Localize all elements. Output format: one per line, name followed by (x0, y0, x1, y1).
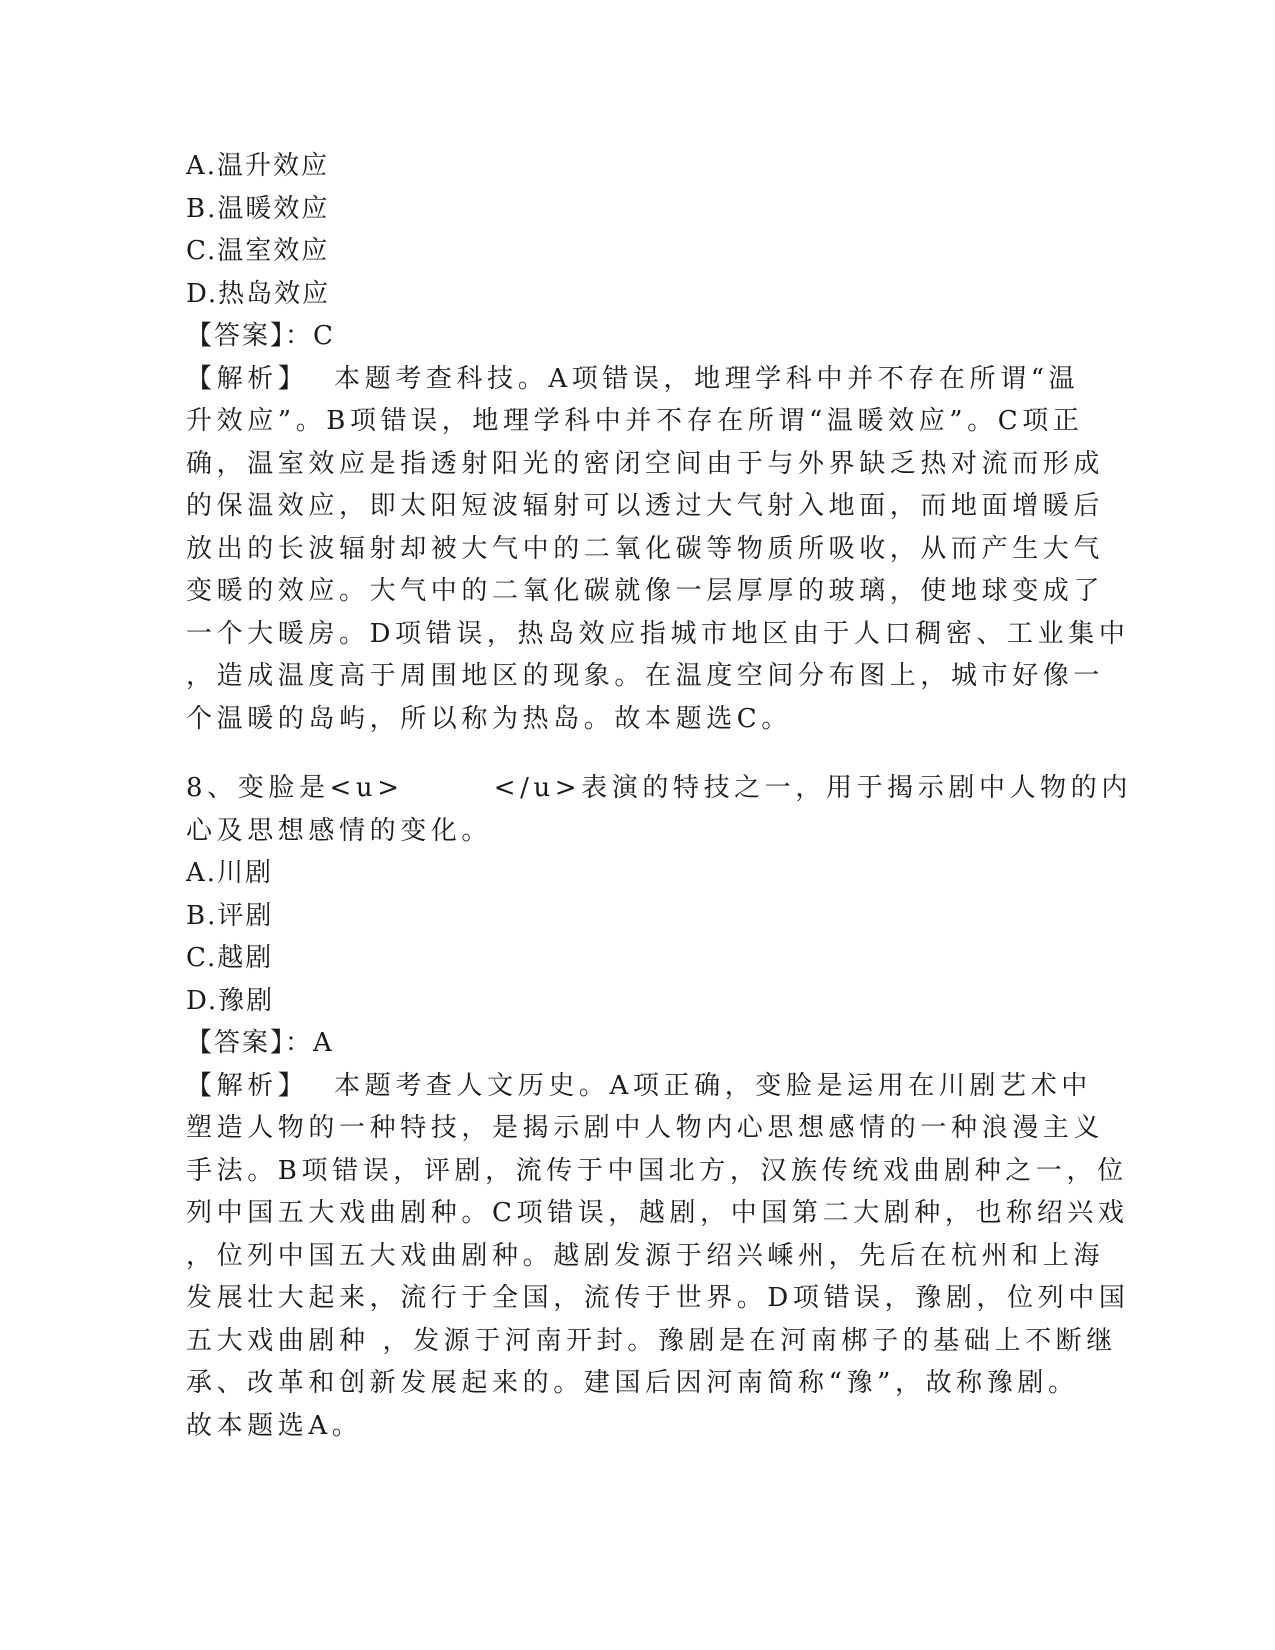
question-stem (186, 767, 1132, 852)
analysis-line: 承、改革和创新发展起来的。建国后因河南简称“豫”，故称豫剧。 (186, 1368, 1079, 1398)
analysis-line: 确，温室效应是指透射阳光的密闭空间由于与外界缺乏热对流而形成 (186, 448, 1105, 479)
analysis (186, 1065, 1130, 1448)
analysis-line: 塑造人物的一种特技，是揭示剧中人物内心思想感情的一种浪漫主义 (186, 1113, 1105, 1143)
analysis-line: 发展壮大起来，流行于全国，流传于世界。D项错误，豫剧，位列中国 (186, 1283, 1130, 1313)
question-line: 8、变脸是<u> </u>表演的特技之一，用于揭示剧中人物的内 (186, 773, 1132, 803)
option-a: A.温升效应 (186, 151, 330, 181)
option-b: B.温暖效应 (186, 193, 330, 224)
analysis-line: 变暖的效应。大气中的二氧化碳就像一层厚厚的玻璃，使地球变成了 (186, 576, 1105, 606)
analysis-line: 升效应”。B项错误，地理学科中并不存在所谓“温暖效应”。C项正 (186, 406, 1084, 436)
option-c: C.温室效应 (186, 236, 330, 266)
answer: 【答案】：C (186, 321, 335, 351)
question-line: 心及思想感情的变化。 (186, 815, 493, 846)
analysis-line: 一个大暖房。D项错误，热岛效应指城市地区由于人口稠密、工业集中 (186, 618, 1130, 649)
document-page (186, 145, 1132, 1447)
analysis-line: 【解析】 本题考查科技。A项错误，地理学科中并不存在所谓“温 (186, 363, 1080, 394)
option-b: B.评剧 (186, 900, 274, 931)
answer: 【答案】：A (186, 1028, 334, 1058)
analysis (186, 358, 1130, 741)
analysis-line: 五大戏曲剧种 ，发源于河南开封。豫剧是在河南梆子的基础上不断继 (186, 1325, 1117, 1356)
analysis-line: 故本题选A。 (186, 1410, 363, 1441)
analysis-line: ，造成温度高于周围地区的现象。在温度空间分布图上，城市好像一 (186, 661, 1105, 691)
option-d: D.豫剧 (186, 985, 275, 1016)
spacer (186, 740, 1086, 767)
analysis-line: 【解析】 本题考查人文历史。A项正确，变脸是运用在川剧艺术中 (186, 1070, 1092, 1101)
option-c: C.越剧 (186, 943, 274, 973)
analysis-line: 的保温效应，即太阳短波辐射可以透过大气射入地面，而地面增暖后 (186, 491, 1105, 521)
analysis-line: 个温暖的岛屿，所以称为热岛。故本题选C。 (186, 703, 792, 734)
analysis-line: 列中国五大戏曲剧种。C项错误，越剧，中国第二大剧种，也称绍兴戏 (186, 1198, 1129, 1228)
analysis-line: 放出的长波辐射却被大气中的二氧化碳等物质所吸收，从而产生大气 (186, 533, 1105, 564)
analysis-line: 手法。B项错误，评剧，流传于中国北方，汉族传统戏曲剧种之一，位 (186, 1155, 1128, 1186)
question-7-block (186, 145, 1130, 740)
analysis-line: ，位列中国五大戏曲剧种。越剧发源于绍兴嵊州，先后在杭州和上海 (186, 1240, 1105, 1271)
option-d: D.热岛效应 (186, 278, 331, 309)
option-a: A.川剧 (186, 858, 274, 888)
question-8-block (186, 767, 1132, 1447)
